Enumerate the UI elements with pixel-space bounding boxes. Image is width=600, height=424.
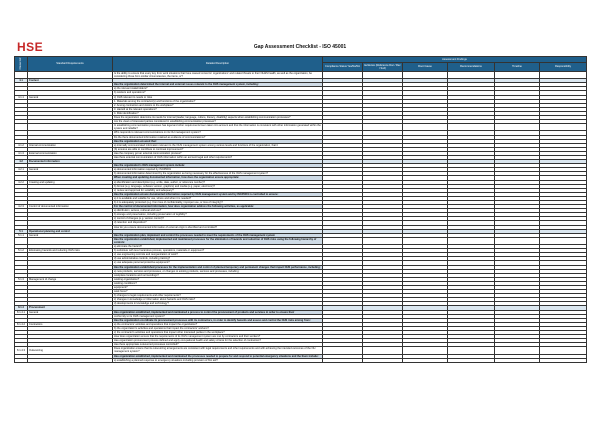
table-row: [15, 124, 587, 131]
description-cell: Has there appropriate outsourced processes controlled?: [113, 343, 323, 347]
clause-ref-cell: 5.1.3: [15, 277, 28, 281]
description-cell: b) the organization's activities and operations that impact the contractors' workers?: [113, 326, 323, 330]
clause-ref-cell: 4.1.1: [15, 95, 28, 99]
description-cell: c) the contractor's activities and operations that impact other interested parties in the workplace?: [113, 331, 323, 335]
clause-ref-cell: 4.2.3: [15, 205, 28, 209]
description-cell: b) changes to legal requirements and other requirements?: [113, 294, 323, 298]
description-cell: For the control of documented information, how does organization address the following activities, as applicable:: [113, 205, 323, 209]
description-cell: a) distribution, access, retrieval and use?: [113, 209, 323, 213]
requirement-cell: [28, 72, 113, 79]
description-cell: Has the organization determined the internal and external issues relevant to the OHS management system, including:: [113, 83, 323, 87]
description-cell: Do the there documented information retained as evidence of communications?: [113, 135, 323, 139]
description-cell: a) identification and description (e.g. a title, date, author, or reference number)?: [113, 180, 323, 184]
description-cell: 4. Risk identification?: [113, 111, 323, 115]
description-cell: Has organization established, implemented and maintained a process to control the procurement of products and services in order to ensure their: [113, 310, 323, 314]
requirement-cell: Creating and updating: [28, 180, 113, 184]
recommendation-cell[interactable]: [448, 72, 495, 79]
requirement-cell: External communication: [28, 151, 113, 155]
responsibility-header: Responsibility: [540, 63, 587, 72]
requirement-cell: General: [28, 310, 113, 314]
table-row: [15, 358, 587, 362]
clause-ref-cell: 4.1.3: [15, 151, 28, 155]
requirement-cell: Control of documented information: [28, 205, 113, 209]
description-cell: a) establishing a planned response to emergency situations including provision of first aid?: [113, 358, 323, 362]
description-cell: Is the ability to ensure that every key from work situations that have caused concerns' organizations' and related threats to their OH&S health, as well as the organization, be considering those from similar circumstances, the items, or?: [113, 72, 323, 79]
description-cell: b) it is adequately protected (e.g. from loss of confidentiality, improper use, or loss of integrity)?: [113, 201, 323, 205]
evidence-cell[interactable]: [363, 358, 403, 362]
description-cell: equipment?: [113, 285, 323, 289]
requirement-cell: Procurement: [28, 306, 113, 310]
description-cell: c) use engineering controls and reorganization of work?: [113, 253, 323, 257]
description-cell: a) new products, services and processes, or changes to existing products, services and processes, including:: [113, 269, 323, 273]
requirement-cell: Outsourcing: [28, 347, 113, 354]
description-cell: Has the company got an external communication process?: [113, 151, 323, 155]
clause-ref-cell: 4.2.1: [15, 168, 28, 172]
description-cell: work force?: [113, 290, 323, 294]
root-cause-header: Root Cause: [403, 63, 448, 72]
table-row: [15, 237, 587, 244]
recommendation-cell[interactable]: [448, 347, 495, 354]
requirement-cell: General: [28, 233, 113, 237]
compliance-cell[interactable]: [323, 72, 363, 79]
requirement-cell: [28, 237, 113, 244]
description-cell: Has the organization established processes for the implementation and control of planned temporary and permanent changes that impact OHS performance, including:: [114, 265, 321, 269]
requirement-cell: [28, 124, 113, 131]
table-row: [15, 72, 587, 79]
clause-ref-cell: [15, 237, 28, 244]
clause-ref-cell: 4.1.2: [15, 143, 28, 147]
requirement-cell: Context: [28, 79, 113, 83]
clause-ref-cell: [15, 358, 28, 362]
description-cell: a) eliminate the hazard?: [113, 245, 323, 249]
evidence-cell[interactable]: [363, 124, 403, 131]
compliance-cell[interactable]: [323, 124, 363, 131]
description-cell: c) OHS relevant to needs or risks: [113, 95, 323, 99]
clause-ref-cell: [15, 124, 28, 131]
clause-ref-cell: 5.1: [15, 229, 28, 233]
description-cell: a) documented information required by ISO45001: [113, 168, 323, 172]
description-cell: 3. Hazard at the relevant operations?: [113, 107, 323, 111]
description-cell: c) changes in knowledge or information about hazards and OHS risks?: [113, 298, 323, 302]
root-cause-cell[interactable]: [403, 358, 448, 362]
assessment-findings-header: Assessment Findings: [323, 57, 587, 63]
description-cell: Has the organization ensured that:: [113, 139, 323, 143]
root-cause-cell[interactable]: [403, 124, 448, 131]
clause-ref-cell: 8.1.4.2: [15, 322, 28, 326]
description-cell: Has organization established, implemented and maintained the processes needed to prepare for and respond to potential emergency situations and the them include:: [113, 354, 323, 358]
description-cell: b) workers and operations?: [113, 91, 323, 95]
requirement-cell: [28, 358, 113, 362]
description-cell: workplace locations and surroundings?: [113, 273, 323, 277]
description-cell: Has the organization's OHS management system include:: [113, 164, 323, 168]
recommendation-cell[interactable]: [448, 358, 495, 362]
timeline-cell[interactable]: [495, 72, 540, 79]
description-cell: Has the organization plan, implement and control the processes needed to meet the requirements of the OHS management system: [113, 233, 323, 237]
description-cell: conformity to its OHS management system?: [113, 314, 323, 318]
gap-assessment-table: [14, 56, 587, 363]
description-cell: Does the organization determine its needs for internal (leader, language, culture, literacy, disability) aspects when establishing communication processes?: [113, 116, 323, 120]
recommendation-cell[interactable]: [448, 237, 495, 244]
requirement-cell: Documented information: [28, 160, 113, 164]
evidence-cell[interactable]: [363, 347, 403, 354]
responsibility-cell[interactable]: [540, 72, 587, 79]
clause-ref-cell: 4.1: [15, 79, 28, 83]
timeline-cell[interactable]: [495, 347, 540, 354]
timeline-cell[interactable]: [495, 124, 540, 131]
recommendations-header: Recommendations: [448, 63, 495, 72]
recommendation-cell[interactable]: [448, 124, 495, 131]
description-cell: b) documented information determined by the organization as being necessary for the effectiveness of the OHS management system?: [113, 172, 323, 176]
responsibility-cell[interactable]: [540, 124, 587, 131]
requirement-cell: Operational planning and control: [28, 229, 113, 233]
clause-ref-cell: 8.1.4.1: [15, 310, 28, 314]
description-cell: c) control of changes (e.g. version control)?: [113, 217, 323, 221]
timeline-header: Timeline: [495, 63, 540, 72]
responsibility-cell[interactable]: [540, 347, 587, 354]
page-title: Gap Assessment Checklist - ISO 45001: [253, 44, 347, 50]
root-cause-cell[interactable]: [403, 237, 448, 244]
clause-ref-cell: 5.1.2: [15, 249, 28, 253]
responsibility-cell[interactable]: [540, 358, 587, 362]
evidence-cell[interactable]: [363, 237, 403, 244]
description-cell: (b) ensures are able to contribute to continual improvement?: [113, 147, 323, 151]
description-cell: Has there external communication of OHS information within an account legal and other requirements?: [113, 155, 323, 159]
description-cell: d) retention and disposition?: [113, 221, 323, 225]
compliance-status-header: Compliance Status Yes/No/NA: [323, 63, 363, 72]
clause-ref-cell: 4.2.2: [15, 180, 28, 184]
description-cell: a) it is available and suitable for use, where and when it is needed?: [113, 196, 323, 200]
description-cell: c) review and approval for suitability and adequacy?: [113, 188, 323, 192]
requirement-cell: General: [28, 95, 113, 99]
responsibility-cell[interactable]: [540, 237, 587, 244]
description-cell: Are the views of interested parties considered in establishing communication processes?: [113, 120, 323, 124]
description-cell: e) use adequate personal protective equipment?: [113, 261, 323, 265]
description-cell: Has the organization ensure documented information required by OHS management system and by ISO45001 is controlled to ensure:: [113, 192, 323, 196]
description-cell: Who responds to relevant communications on its OH management system?: [113, 131, 323, 135]
standard-requirements-header: Standard Requirements: [28, 57, 113, 72]
compliance-cell[interactable]: [323, 237, 363, 244]
requirement-cell: Contractors: [28, 322, 113, 326]
root-cause-cell[interactable]: [403, 347, 448, 354]
evidence-cell[interactable]: [363, 72, 403, 79]
timeline-cell[interactable]: [495, 237, 540, 244]
timeline-cell[interactable]: [495, 358, 540, 362]
requirement-cell: Internal communication: [28, 143, 113, 147]
description-cell: 2. Among contractors and visitors to the workplace?: [113, 103, 323, 107]
compliance-cell[interactable]: [323, 358, 363, 362]
description-cell: a) the relevant stakeholders?: [113, 87, 323, 91]
description-cell: How does organization ensure that the requirements of its OHS management system are met by contractors and their workers?: [113, 335, 323, 339]
description-cell: Does organization ensure that its outsourcing arrangements are consistent with legal requirements and other requirements and with achieving the intended outcomes of the OH management system?: [113, 347, 323, 354]
description-cell: b) format (e.g. language, software version, graphics) and media (e.g. paper, electronic)?: [113, 184, 323, 188]
description-cell: a) the contractors' activities and operations that impact the organization?: [113, 322, 323, 326]
clause-ref-header: Clause Ref.: [15, 57, 28, 72]
description-cell: When creating and updating documented information, how does the organization ensure appropriate:: [113, 176, 323, 180]
company-logo: HSE: [17, 40, 44, 54]
clause-ref-cell: 8.1.4.3: [15, 347, 28, 354]
clause-ref-cell: 5.1.1: [15, 233, 28, 237]
description-cell: Has organization procurement process defined and apply occupational health and safety criteria for the selection of contractors?: [113, 339, 323, 343]
compliance-cell[interactable]: [323, 347, 363, 354]
table-row: [15, 347, 587, 354]
description-cell: b) storage and preservation, including preservation of legibility?: [113, 213, 323, 217]
root-cause-cell[interactable]: [403, 72, 448, 79]
description-cell: working organization?: [113, 277, 323, 281]
clause-ref-cell: [15, 72, 28, 79]
requirement-cell: Management of change: [28, 277, 113, 281]
description-cell: In establishing communication processes has legal and other requirements been taken into account and that the information is consistent with other information generated within the system and reliable?: [114, 124, 321, 131]
description-cell: How do you ensure documented information of external origin is identified and controlled?: [113, 225, 323, 229]
clause-ref-cell: 4.2: [15, 160, 28, 164]
description-cell: 1. Materials among the contractor(s) and functions of the organization?: [113, 99, 323, 103]
description-cell: a) internally communicated information relevant to the OHS management system among various levels and functions of the organization, that it: [113, 143, 323, 147]
description-cell: d) developments in knowledge and technology?: [113, 302, 323, 306]
requirement-cell: Eliminating hazards and reducing OHS risks: [28, 249, 113, 253]
requirement-cell: General: [28, 168, 113, 172]
description-cell: b) substitute with less hazardous process, operations, materials or equipment?: [113, 249, 323, 253]
description-cell: Has the organization established, implemented and maintained processes for the elimination of hazards and reduction of OHS risks using the following hierarchy of controls:: [113, 237, 323, 244]
description-cell: working conditions?: [113, 281, 323, 285]
evidence-header: Evidence (Reference Doc / Rec / Svd): [364, 63, 401, 70]
detailed-description-header: Detailed Description: [113, 57, 323, 72]
description-cell: Has the organization coordinate its procurement processes with its contractors, in order to identify hazards and assess and control the OHS risks arising from:: [113, 318, 323, 322]
description-cell: d) use administrative controls, including training?: [113, 257, 323, 261]
clause-ref-cell: 8.1.4: [15, 306, 28, 310]
